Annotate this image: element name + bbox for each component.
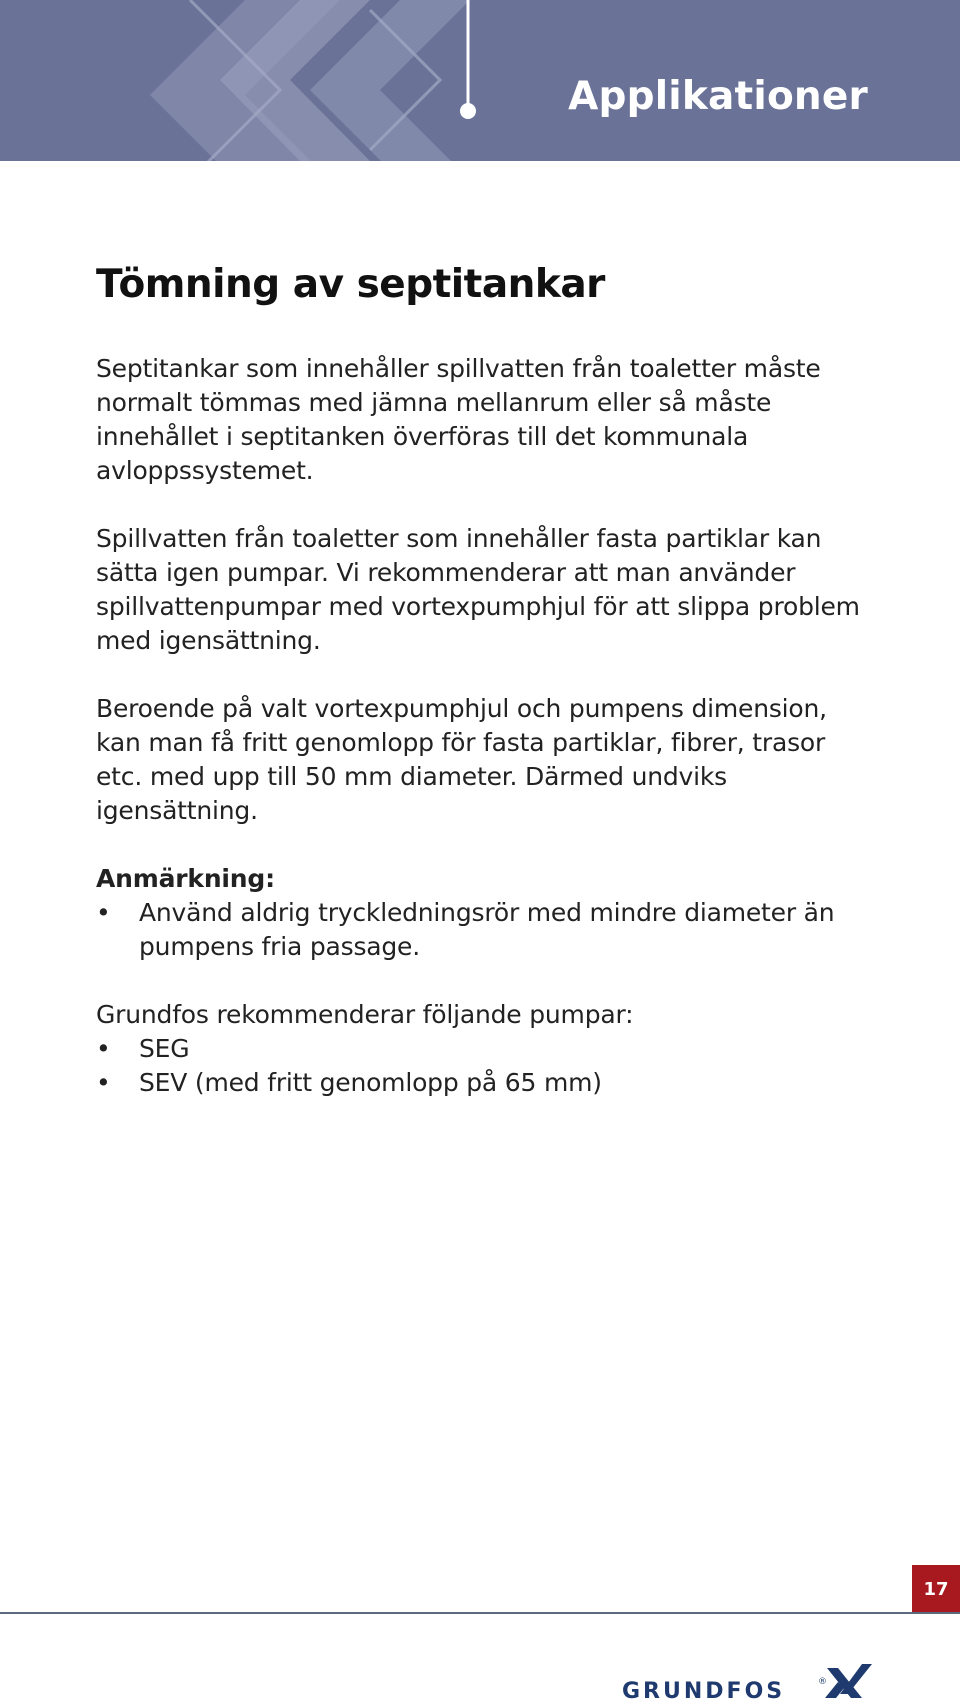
note-list (96, 896, 876, 964)
bullet-icon: • (96, 1068, 111, 1097)
logo-mark-icon (825, 1664, 872, 1698)
note-block (96, 862, 876, 964)
footer-rule (0, 1612, 960, 1614)
grundfos-logo (622, 1664, 872, 1700)
recommend-list (96, 1032, 876, 1100)
paragraph-2: Spillvatten från toaletter som innehåller fasta partiklar kan sätta igen pumpar. Vi rekommenderar att man använder spillvattenpumpar med vortexpumphjul för att slippa problem med igensättning. (96, 524, 860, 655)
note-heading: Anmärkning: (96, 864, 275, 893)
recommend-item-text: SEG (139, 1034, 190, 1063)
list-item (96, 896, 876, 964)
paragraph-1: Septitankar som innehåller spillvatten från toaletter måste normalt tömmas med jämna mellanrum eller så måste innehållet i septitanken överföras till det kommunala avloppssystemet. (96, 354, 821, 485)
bullet-icon: • (96, 1034, 111, 1063)
bullet-icon: • (96, 898, 111, 927)
paragraph-3: Beroende på valt vortexpumphjul och pumpens dimension, kan man få fritt genomlopp för fasta partiklar, fibrer, trasor etc. med upp till 50 mm diameter. Därmed undviks igensättning. (96, 694, 827, 825)
list-item (96, 1066, 876, 1100)
logo-wordmark: GRUNDFOS (622, 1679, 786, 1700)
note-item-text: Använd aldrig tryckledningsrör med mindre diameter än pumpens fria passage. (139, 898, 835, 961)
recommend-intro: Grundfos rekommenderar följande pumpar: (96, 1000, 634, 1029)
page-number: 17 (912, 1565, 960, 1613)
section-title: Applikationer (568, 74, 868, 119)
recommend-item-text: SEV (med fritt genomlopp på 65 mm) (139, 1068, 602, 1097)
article (96, 258, 876, 1100)
article-title: Tömning av septitankar (96, 262, 605, 307)
list-item (96, 1032, 876, 1066)
page-header (0, 0, 960, 161)
recommend-block (96, 998, 876, 1100)
svg-text:®: ® (818, 1677, 827, 1687)
header-dot (460, 103, 476, 119)
